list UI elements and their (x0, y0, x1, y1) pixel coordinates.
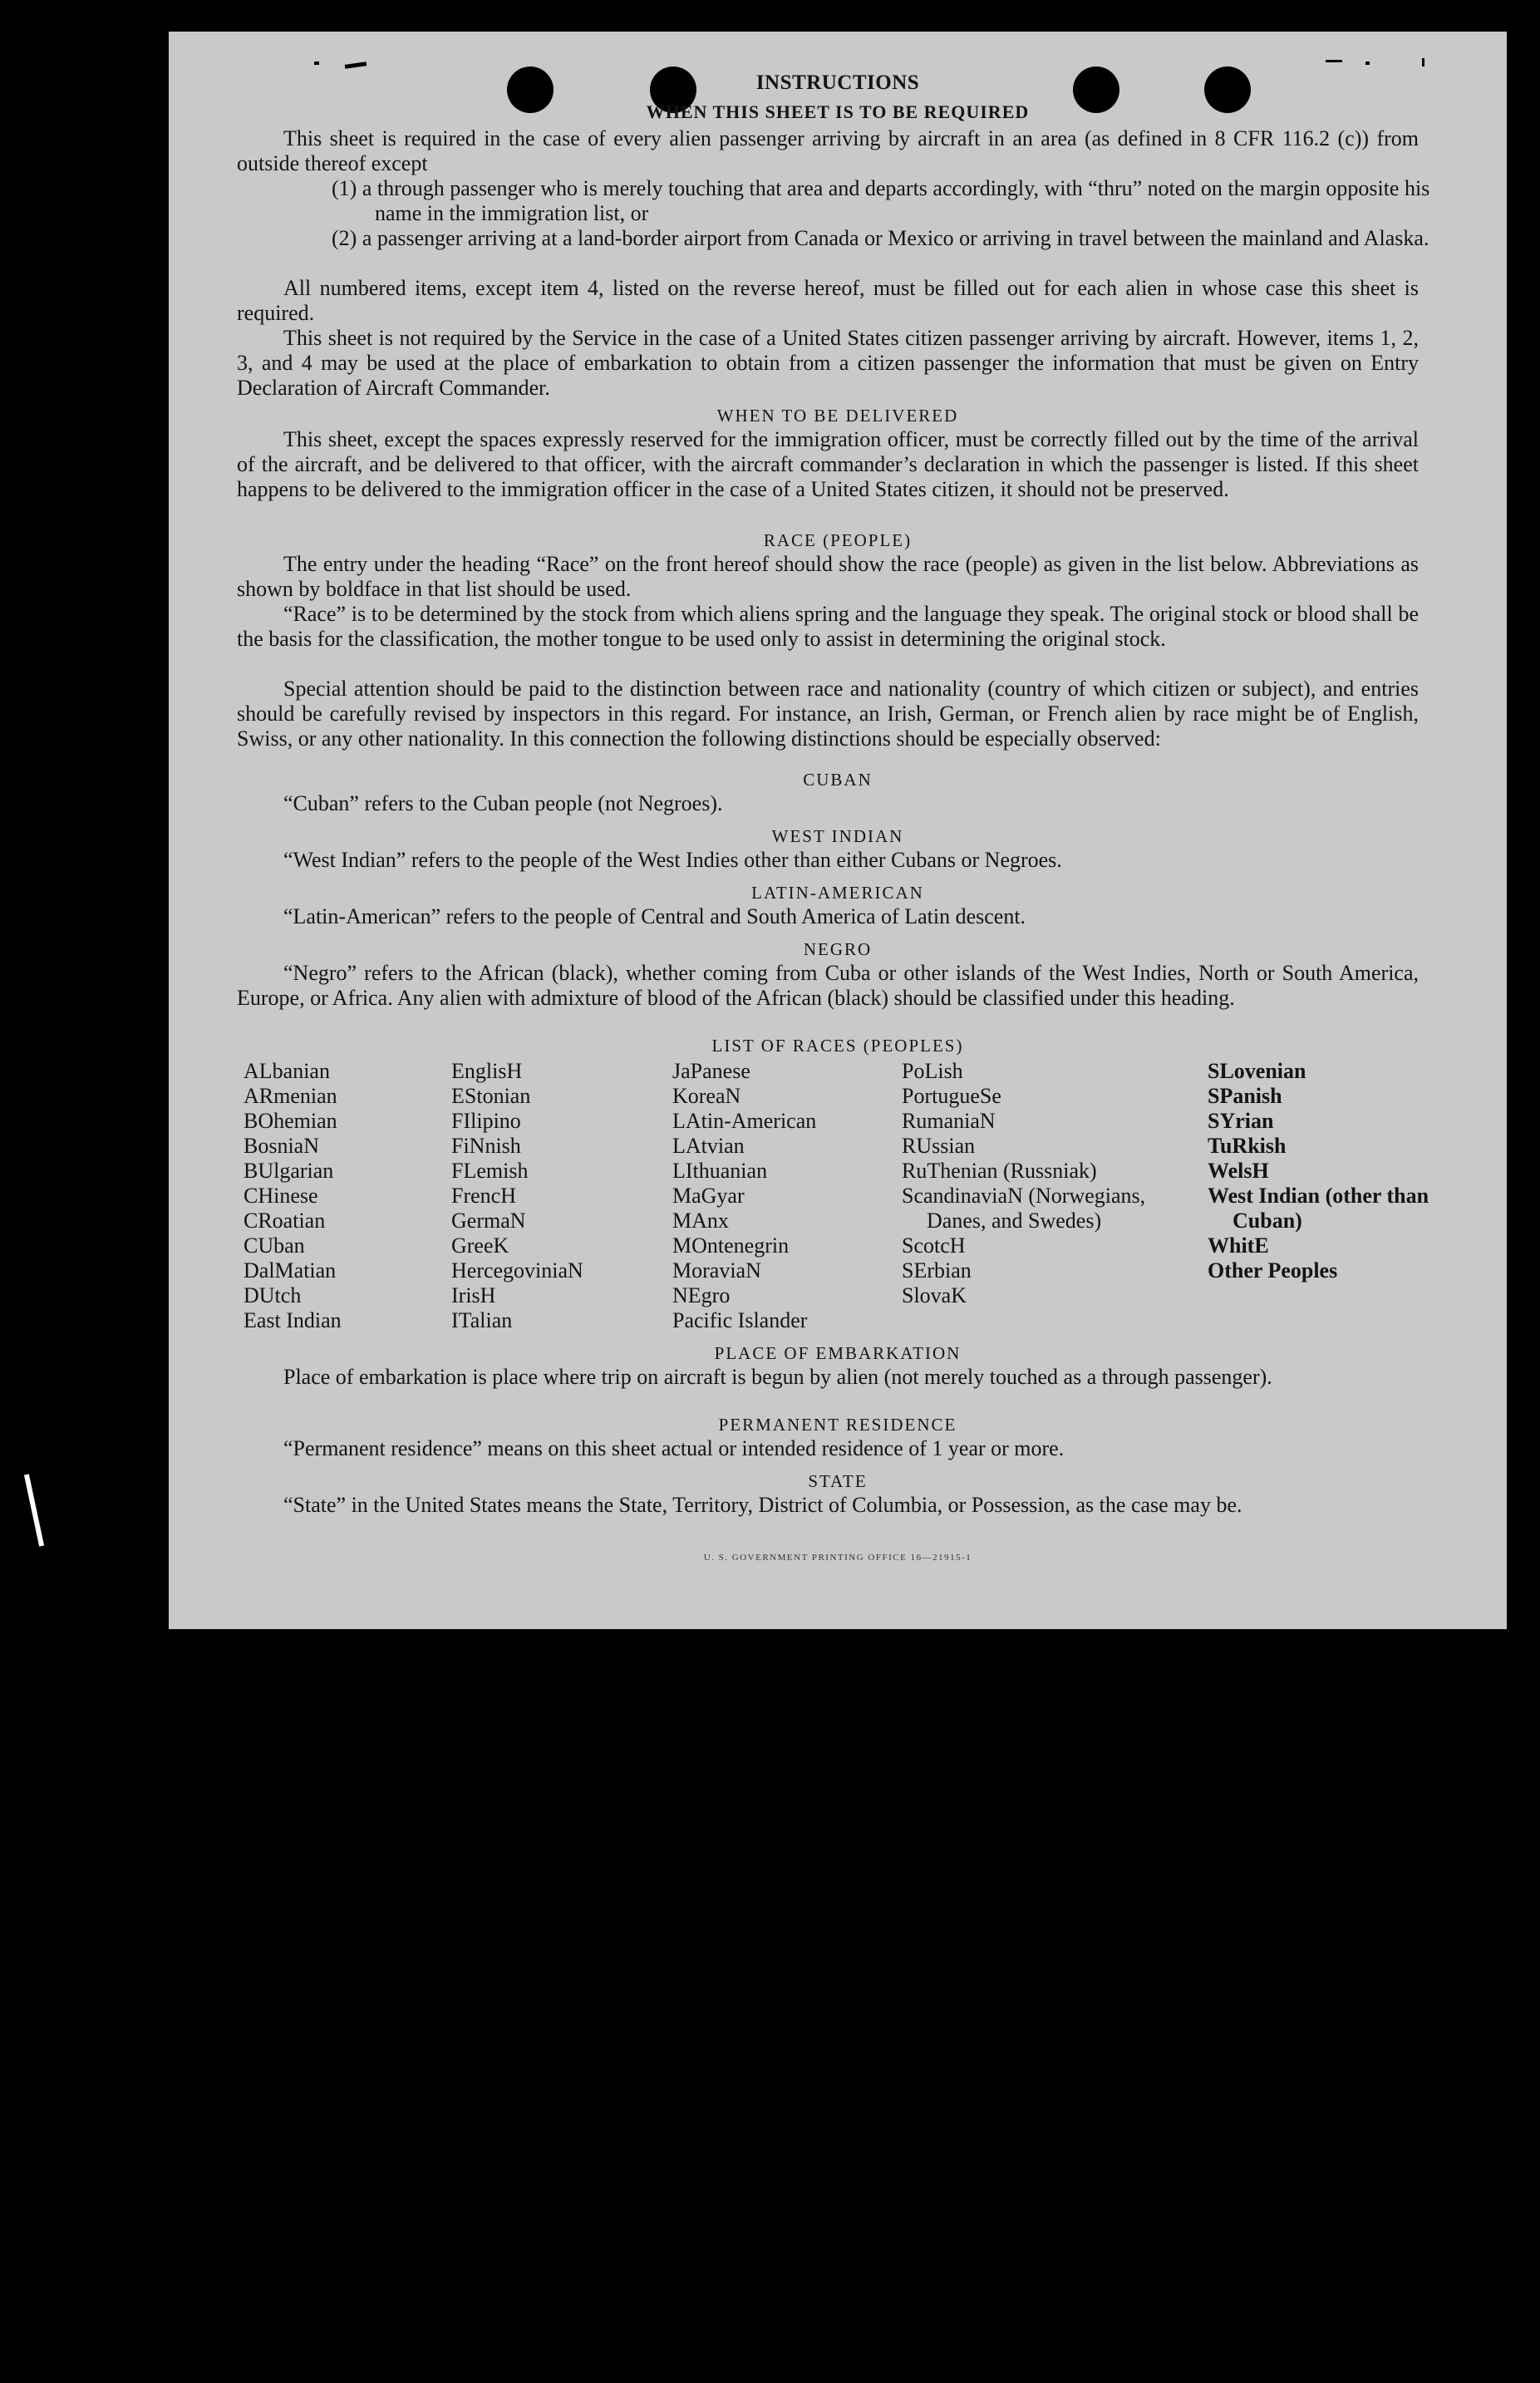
race-list-item: EnglisH (451, 1059, 523, 1083)
race-paragraph-1: The entry under the heading “Race” on the front hereof should show the race (people) as given in the list below. Abbreviations as shown by boldface in that list should be used. (237, 552, 1419, 601)
race-list-item: SLovenian (1208, 1059, 1306, 1083)
citizen-paragraph: This sheet is not required by the Service in the case of a United States citizen passenger arriving by aircraft. However, items 1, 2, 3, and 4 may be used at the place of embarkation to obtain from a citizen passenger the information that must be given on Entry Declaration of Aircraft Commander. (237, 326, 1419, 400)
race-list-item: CHinese (244, 1184, 318, 1208)
race-list-item: SErbian (902, 1258, 972, 1283)
race-list-item: HercegoviniaN (451, 1258, 583, 1283)
race-list-item: Pacific Islander (672, 1308, 808, 1332)
cuban-paragraph: “Cuban” refers to the Cuban people (not Negroes). (283, 791, 723, 815)
race-list-item: West Indian (other than Cuban) (1208, 1184, 1429, 1233)
race-list-item: SPanish (1208, 1084, 1282, 1108)
race-list-item: ALbanian (244, 1059, 330, 1083)
section-heading-race: RACE (PEOPLE) (763, 530, 913, 550)
race-list-item: WhitE (1208, 1233, 1269, 1258)
section-heading-negro: NEGRO (803, 939, 873, 959)
state-paragraph: “State” in the United States means the State, Territory, District of Columbia, or Possession, as the case may be. (283, 1493, 1242, 1517)
printing-office-imprint: U. S. GOVERNMENT PRINTING OFFICE 16—21915-1 (703, 1553, 972, 1563)
race-list-item: DUtch (244, 1283, 302, 1307)
race-paragraph-3: Special attention should be paid to the distinction between race and nationality (country of which citizen or subject), and entries should be carefully revised by inspectors in this regard. For instance, an Irish, German, or French alien by race might be of English, Swiss, or any other nationality. In this connection the following distinctions should be especially observed: (237, 677, 1419, 751)
race-list-item: DalMatian (244, 1258, 337, 1283)
ink-speck (1365, 62, 1370, 65)
negro-paragraph: “Negro” refers to the African (black), whether coming from Cuba or other islands of the West Indies, North or South America, Europe, or Africa. Any alien with admixture of blood of the African (black) should be classified under this heading. (237, 961, 1419, 1010)
race-list-item: FLemish (451, 1159, 529, 1183)
section-heading-when-required: WHEN THIS SHEET IS TO BE REQUIRED (646, 101, 1030, 122)
race-list-item: KoreaN (672, 1084, 741, 1108)
west-indian-paragraph: “West Indian” refers to the people of the West Indies other than either Cubans or Negroes. (283, 848, 1062, 872)
race-paragraph-2: “Race” is to be determined by the stock from which aliens spring and the language they speak. The original stock or blood shall be the basis for the classification, the mother tongue to be used only to assist in determining the original stock. (237, 602, 1419, 651)
race-list-item: RuThenian (Russniak) (902, 1159, 1097, 1183)
exception-item-2: (2) a passenger arriving at a land-border airport from Canada or Mexico or arriving in travel between the mainland and Alaska. (332, 226, 1429, 250)
race-list-item: LAtin-American (672, 1109, 817, 1133)
section-heading-races-list: LIST OF RACES (PEOPLES) (711, 1036, 964, 1056)
race-list-item: SYrian (1208, 1109, 1274, 1133)
race-list-item: MoraviaN (672, 1258, 761, 1283)
race-list-item: JaPanese (672, 1059, 750, 1083)
race-list-item: MOntenegrin (672, 1233, 790, 1258)
race-list-item: PoLish (902, 1059, 963, 1083)
race-list-item: BosniaN (244, 1134, 319, 1158)
section-heading-residence: PERMANENT RESIDENCE (718, 1415, 957, 1435)
race-list-item: WelsH (1208, 1159, 1269, 1183)
race-list-column-3 (672, 1059, 897, 1333)
race-list-item: MAnx (672, 1209, 729, 1233)
section-heading-cuban: CUBAN (803, 770, 873, 790)
race-list-item: RumaniaN (902, 1109, 996, 1133)
page-title: INSTRUCTIONS (755, 71, 920, 94)
race-list-item: IrisH (451, 1283, 496, 1307)
race-list-column-2 (451, 1059, 659, 1333)
race-list-item: ITalian (451, 1308, 513, 1332)
section-heading-latin-american: LATIN-AMERICAN (751, 883, 924, 903)
exception-item-1: (1) a through passenger who is merely touching that area and departs accordingly, with “thru” noted on the margin opposite his name in the immigration list, or (332, 176, 1430, 225)
instruction-sheet (169, 32, 1507, 1629)
section-heading-delivered: WHEN TO BE DELIVERED (716, 406, 959, 426)
section-heading-west-indian: WEST INDIAN (771, 826, 904, 846)
race-list-item: GermaN (451, 1209, 526, 1233)
section-heading-state: STATE (808, 1471, 868, 1491)
race-list-item: BOhemian (244, 1109, 337, 1133)
race-list-item: EStonian (451, 1084, 531, 1108)
race-list-item: FrencH (451, 1184, 516, 1208)
ink-speck (345, 62, 367, 69)
latin-american-paragraph: “Latin-American” refers to the people of Central and South America of Latin descent. (283, 904, 1026, 928)
race-list-column-4 (902, 1059, 1151, 1308)
race-list-item: ScandinaviaN (Norwegians, Danes, and Swedes) (902, 1184, 1146, 1233)
race-list-item: LIthuanian (672, 1159, 768, 1183)
race-list-item: CRoatian (244, 1209, 326, 1233)
required-paragraph: This sheet is required in the case of every alien passenger arriving by aircraft in an area (as defined in 8 CFR 116.2 (c)) from outside thereof except (237, 126, 1419, 175)
ink-speck (314, 62, 319, 65)
race-list-item: RUssian (902, 1134, 976, 1158)
race-list-item: GreeK (451, 1233, 509, 1258)
race-list-item: FIlipino (451, 1109, 521, 1133)
race-list-item: NEgro (672, 1283, 731, 1307)
race-list-item: East Indian (244, 1308, 342, 1332)
race-list-item: ARmenian (244, 1084, 337, 1108)
delivered-paragraph: This sheet, except the spaces expressly reserved for the immigration officer, must be correctly filled out by the time of the arrival of the aircraft, and be delivered to that officer, with the aircraft commander’s declaration in which the passenger is listed. If this sheet happens to be delivered to the immigration officer in the case of a United States citizen, it should not be preserved. (237, 427, 1419, 501)
section-heading-embarkation: PLACE OF EMBARKATION (714, 1343, 962, 1363)
ink-speck (1422, 58, 1424, 66)
race-list-item: PortugueSe (902, 1084, 1001, 1108)
race-list-item: ScotcH (902, 1233, 966, 1258)
race-list-column-5 (1208, 1059, 1440, 1283)
race-list-item: Other Peoples (1208, 1258, 1338, 1283)
margin-scratch (24, 1474, 44, 1546)
race-list-item: BUlgarian (244, 1159, 334, 1183)
race-list-item: CUban (244, 1233, 305, 1258)
residence-paragraph: “Permanent residence” means on this sheet actual or intended residence of 1 year or more. (283, 1436, 1065, 1460)
numbered-items-paragraph: All numbered items, except item 4, listed on the reverse hereof, must be filled out for each alien in whose case this sheet is required. (237, 276, 1419, 325)
race-list-item: MaGyar (672, 1184, 745, 1208)
ink-speck (1326, 60, 1342, 62)
race-list-item: FiNnish (451, 1134, 521, 1158)
race-list-item: TuRkish (1208, 1134, 1287, 1158)
embarkation-paragraph: Place of embarkation is place where trip on aircraft is begun by alien (not merely touched as a through passenger). (283, 1365, 1272, 1389)
race-list-item: LAtvian (672, 1134, 745, 1158)
race-list-column-1 (244, 1059, 435, 1333)
race-list-item: SlovaK (902, 1283, 967, 1307)
